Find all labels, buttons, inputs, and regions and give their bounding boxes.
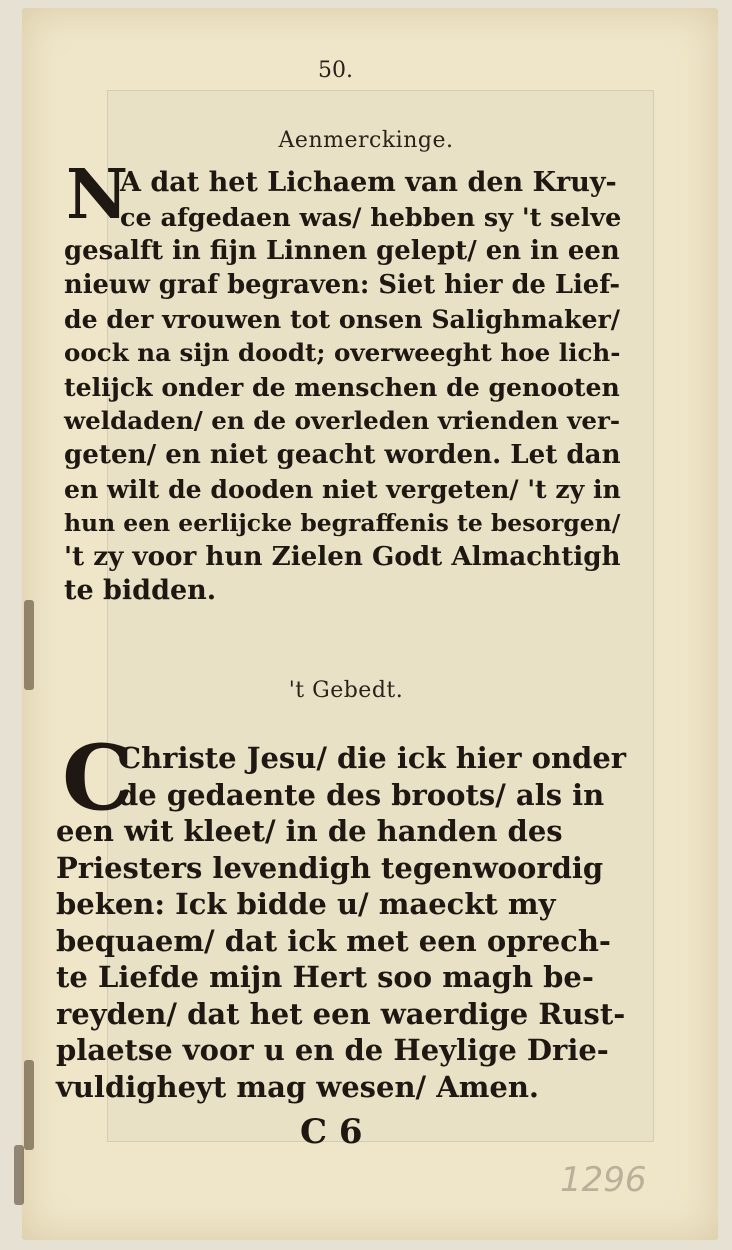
page-edge-shadow [14,1145,24,1205]
note-line: 't zy voor hun Zielen Godt Almachtigh [64,541,621,572]
note-paragraph [64,155,632,608]
prayer-line: Priesters levendigh tegenwoordig [56,850,604,885]
prayer-paragraph [56,725,628,1105]
dropcap-c: C [62,725,134,831]
prayer-line: bequaem/ dat ick met een oprech- [56,923,611,958]
note-line: en wilt de dooden niet vergeten/ 't zy in [64,474,621,504]
prayer-line: reyden/ dat het een waerdige Rust- [56,996,626,1031]
dropcap-n: N [66,155,129,235]
note-line: A dat het Lichaem van den Kruy- [120,167,617,198]
note-line: oock na sijn doodt; overweeght hoe lich- [64,338,621,367]
prayer-line: Christe Jesu/ die ick hier onder [118,741,627,775]
heading-gebedt: 't Gebedt. [288,678,404,703]
note-line: nieuw graf begraven: Siet hier de Lief- [64,270,621,300]
prayer-line: plaetse voor u en de Heylige Drie- [56,1033,609,1067]
prayer-line: beken: Ick bidde u/ maeckt my [56,887,556,921]
note-line: te bidden. [64,575,217,606]
signature-mark: C 6 [300,1112,363,1152]
page-number: 50. [318,58,353,83]
note-line: ce afgedaen was/ hebben sy 't selve [120,202,622,232]
prayer-line: te Liefde mijn Hert soo magh be- [56,960,594,994]
note-line: weldaden/ en de overleden vrienden ver- [64,406,621,435]
heading-aenmerckinge: Aenmerckinge. [278,128,454,153]
note-line: telijck onder de menschen de genooten [64,372,620,402]
pencil-inventory-number: 1296 [560,1160,647,1200]
note-line: de der vrouwen tot onsen Salighmaker/ [64,304,620,334]
prayer-line: vuldigheyt mag wesen/ Amen. [56,1069,540,1104]
prayer-line: de gedaente des broots/ als in [118,777,605,812]
note-line: hun een eerlijcke begraffenis te besorgen/ [64,509,621,537]
note-line: geten/ en niet geacht worden. Let dan [64,439,621,470]
page-edge-shadow [24,1060,34,1150]
page-edge-shadow [24,600,34,690]
note-line: gesalft in fijn Linnen gelept/ en in een [64,236,620,266]
prayer-line: een wit kleet/ in de handen des [56,814,563,848]
